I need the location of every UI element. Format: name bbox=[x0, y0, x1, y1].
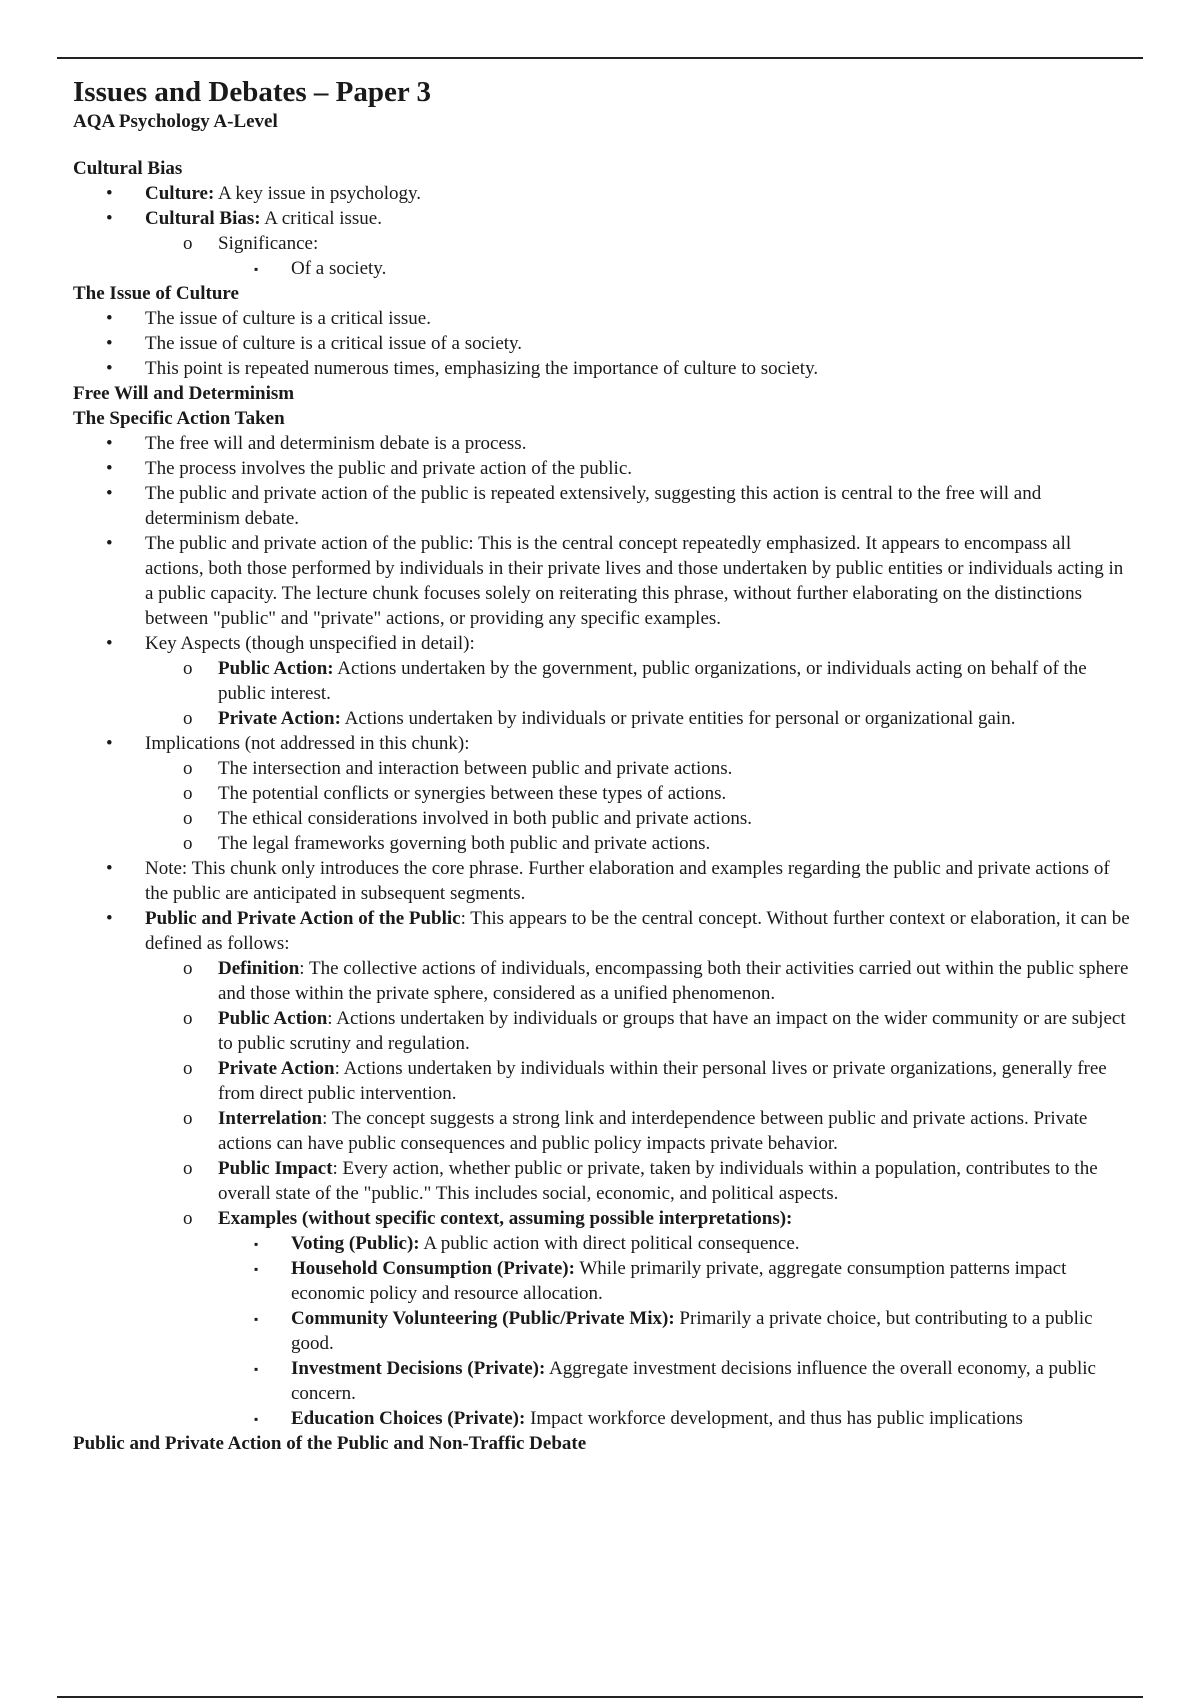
list-item bbox=[73, 431, 1133, 456]
list-item bbox=[73, 331, 1133, 356]
bullet-icon: o bbox=[183, 808, 193, 829]
bullet-icon: o bbox=[183, 233, 193, 254]
item-text: : This appears to be the central concept. Without further context or elaboration, it can be defined as follows: bbox=[145, 908, 1130, 954]
list-item bbox=[73, 706, 1133, 731]
item-text: This point is repeated numerous times, emphasizing the importance of culture to society. bbox=[145, 358, 819, 379]
item-label: Public Action bbox=[218, 1008, 328, 1029]
bullet-icon: o bbox=[183, 958, 193, 979]
bullet-icon: ▪ bbox=[254, 262, 259, 276]
list-item bbox=[73, 906, 1133, 956]
item-text: Actions undertaken by the government, public organizations, or individuals acting on behalf of the public interest. bbox=[218, 658, 1087, 704]
section-heading-cultural-bias: Cultural Bias bbox=[73, 158, 183, 179]
item-label: Examples (without specific context, assuming possible interpretations): bbox=[218, 1208, 793, 1229]
list-item bbox=[73, 1406, 1133, 1431]
bullet-icon: o bbox=[183, 1108, 193, 1129]
bullet-icon: • bbox=[106, 733, 113, 754]
list-item bbox=[73, 731, 1133, 756]
item-label: Investment Decisions (Private): bbox=[291, 1358, 546, 1379]
bullet-icon: ▪ bbox=[254, 1237, 259, 1251]
bullet-icon: • bbox=[106, 433, 113, 454]
bullet-icon: o bbox=[183, 708, 193, 729]
free-will-list bbox=[73, 431, 1133, 1431]
item-text: The free will and determinism debate is a process. bbox=[145, 433, 527, 454]
item-text: The potential conflicts or synergies between these types of actions. bbox=[218, 783, 727, 804]
bullet-icon: o bbox=[183, 1208, 193, 1229]
item-text: The public and private action of the public is repeated extensively, suggesting this action is central to the free will and determinism debate. bbox=[145, 483, 1042, 529]
bullet-icon: • bbox=[106, 533, 113, 554]
section-subheading-specific-action: The Specific Action Taken bbox=[73, 408, 285, 429]
list-item bbox=[73, 1306, 1133, 1356]
section-heading-non-traffic-debate: Public and Private Action of the Public and Non-Traffic Debate bbox=[73, 1433, 587, 1454]
bullet-icon: o bbox=[183, 1058, 193, 1079]
section-heading-issue-of-culture: The Issue of Culture bbox=[73, 283, 239, 304]
list-item bbox=[73, 806, 1133, 831]
bullet-icon: o bbox=[183, 833, 193, 854]
item-text: A public action with direct political consequence. bbox=[419, 1233, 800, 1254]
item-text: Impact workforce development, and thus has public implications bbox=[525, 1408, 1023, 1429]
item-text: Of a society. bbox=[291, 258, 387, 279]
bullet-icon: • bbox=[106, 633, 113, 654]
list-item bbox=[73, 1106, 1133, 1156]
list-item bbox=[73, 1231, 1133, 1256]
item-label: Public and Private Action of the Public bbox=[145, 908, 461, 929]
list-item bbox=[73, 531, 1133, 631]
bottom-rule bbox=[57, 1696, 1143, 1698]
item-text: A key issue in psychology. bbox=[214, 183, 422, 204]
list-item bbox=[73, 306, 1133, 331]
item-text: Aggregate investment decisions influence the overall economy, a public concern. bbox=[291, 1358, 1096, 1404]
list-item bbox=[73, 856, 1133, 906]
item-text: The issue of culture is a critical issue of a society. bbox=[145, 333, 523, 354]
list-item bbox=[73, 1156, 1133, 1206]
item-text: Primarily a private choice, but contributing to a public good. bbox=[291, 1308, 1093, 1354]
list-item bbox=[73, 1006, 1133, 1056]
section-heading-free-will: Free Will and Determinism bbox=[73, 383, 295, 404]
bullet-icon: • bbox=[106, 208, 113, 229]
bullet-icon: ▪ bbox=[254, 1262, 259, 1276]
list-item bbox=[73, 1056, 1133, 1106]
item-label: Definition bbox=[218, 958, 300, 979]
list-item bbox=[73, 656, 1133, 706]
item-text: : Actions undertaken by individuals or groups that have an impact on the wider community or are subject to public scrutiny and regulation. bbox=[218, 1008, 1126, 1054]
cultural-bias-list bbox=[73, 181, 1133, 281]
bullet-icon: ▪ bbox=[254, 1362, 259, 1376]
bullet-icon: o bbox=[183, 1158, 193, 1179]
item-label: Voting (Public): bbox=[291, 1233, 420, 1254]
bullet-icon: • bbox=[106, 183, 113, 204]
list-item bbox=[73, 1356, 1133, 1406]
item-text: The legal frameworks governing both public and private actions. bbox=[218, 833, 711, 854]
bullet-icon: • bbox=[106, 908, 113, 929]
document-page bbox=[73, 74, 1133, 1456]
item-text: Implications (not addressed in this chunk): bbox=[145, 733, 470, 754]
list-item bbox=[73, 831, 1133, 856]
bullet-icon: • bbox=[106, 308, 113, 329]
bullet-icon: • bbox=[106, 858, 113, 879]
item-label: Interrelation bbox=[218, 1108, 323, 1129]
list-item bbox=[73, 181, 1133, 206]
item-text: Key Aspects (though unspecified in detail): bbox=[145, 633, 475, 654]
item-label: Culture: bbox=[145, 183, 215, 204]
list-item bbox=[73, 256, 1133, 281]
bullet-icon: o bbox=[183, 658, 193, 679]
list-item bbox=[73, 206, 1133, 231]
list-item bbox=[73, 631, 1133, 656]
bullet-icon: • bbox=[106, 358, 113, 379]
list-item bbox=[73, 356, 1133, 381]
item-text: : Actions undertaken by individuals within their personal lives or private organizations, generally free from direct public intervention. bbox=[218, 1058, 1107, 1104]
list-item bbox=[73, 456, 1133, 481]
list-item bbox=[73, 481, 1133, 531]
item-text: A critical issue. bbox=[260, 208, 382, 229]
list-item bbox=[73, 1206, 1133, 1231]
bullet-icon: • bbox=[106, 458, 113, 479]
issue-of-culture-list bbox=[73, 306, 1133, 381]
item-label: Private Action: bbox=[218, 708, 341, 729]
item-text: : The collective actions of individuals, encompassing both their activities carried out within the public sphere and those within the private sphere, considered as a unified phenomenon. bbox=[218, 958, 1129, 1004]
bullet-icon: ▪ bbox=[254, 1312, 259, 1326]
item-text: : Every action, whether public or private, taken by individuals within a population, contributes to the overall state of the "public." This includes social, economic, and political aspects. bbox=[218, 1158, 1098, 1204]
item-text: : The concept suggests a strong link and interdependence between public and private actions. Private actions can have public consequences and public policy impacts private behavior. bbox=[218, 1108, 1088, 1154]
item-label: Household Consumption (Private): bbox=[291, 1258, 575, 1279]
bullet-icon: • bbox=[106, 483, 113, 504]
item-text: The ethical considerations involved in both public and private actions. bbox=[218, 808, 752, 829]
bullet-icon: o bbox=[183, 758, 193, 779]
item-text: The process involves the public and private action of the public. bbox=[145, 458, 632, 479]
list-item bbox=[73, 756, 1133, 781]
item-label: Private Action bbox=[218, 1058, 335, 1079]
bullet-icon: • bbox=[106, 333, 113, 354]
item-text: The intersection and interaction between public and private actions. bbox=[218, 758, 733, 779]
list-item bbox=[73, 231, 1133, 256]
top-rule bbox=[57, 57, 1143, 59]
list-item bbox=[73, 956, 1133, 1006]
list-item bbox=[73, 781, 1133, 806]
list-item bbox=[73, 1256, 1133, 1306]
bullet-icon: o bbox=[183, 783, 193, 804]
item-label: Cultural Bias: bbox=[145, 208, 261, 229]
item-text: The public and private action of the public: This is the central concept repeatedly emphasized. It appears to encompass all actions, both those performed by individuals in their private lives and those undertaken by public entities or individuals acting in a public capacity. The lecture chunk focuses solely on reiterating this phrase, without further elaborating on the distinctions between "public" and "private" actions, or providing any specific examples. bbox=[145, 533, 1124, 629]
item-label: Education Choices (Private): bbox=[291, 1408, 526, 1429]
item-text: While primarily private, aggregate consumption patterns impact economic policy and resource allocation. bbox=[291, 1258, 1067, 1304]
item-label: Public Impact bbox=[218, 1158, 333, 1179]
bullet-icon: o bbox=[183, 1008, 193, 1029]
item-text: Significance: bbox=[218, 233, 319, 254]
item-text: Note: This chunk only introduces the core phrase. Further elaboration and examples regarding the public and private actions of the public are anticipated in subsequent segments. bbox=[145, 858, 1110, 904]
item-label: Community Volunteering (Public/Private Mix): bbox=[291, 1308, 675, 1329]
document-title: Issues and Debates – Paper 3 bbox=[73, 76, 431, 108]
item-label: Public Action: bbox=[218, 658, 334, 679]
bullet-icon: ▪ bbox=[254, 1412, 259, 1426]
item-text: The issue of culture is a critical issue. bbox=[145, 308, 431, 329]
document-subtitle: AQA Psychology A-Level bbox=[73, 111, 278, 132]
item-text: Actions undertaken by individuals or private entities for personal or organizational gain. bbox=[340, 708, 1016, 729]
